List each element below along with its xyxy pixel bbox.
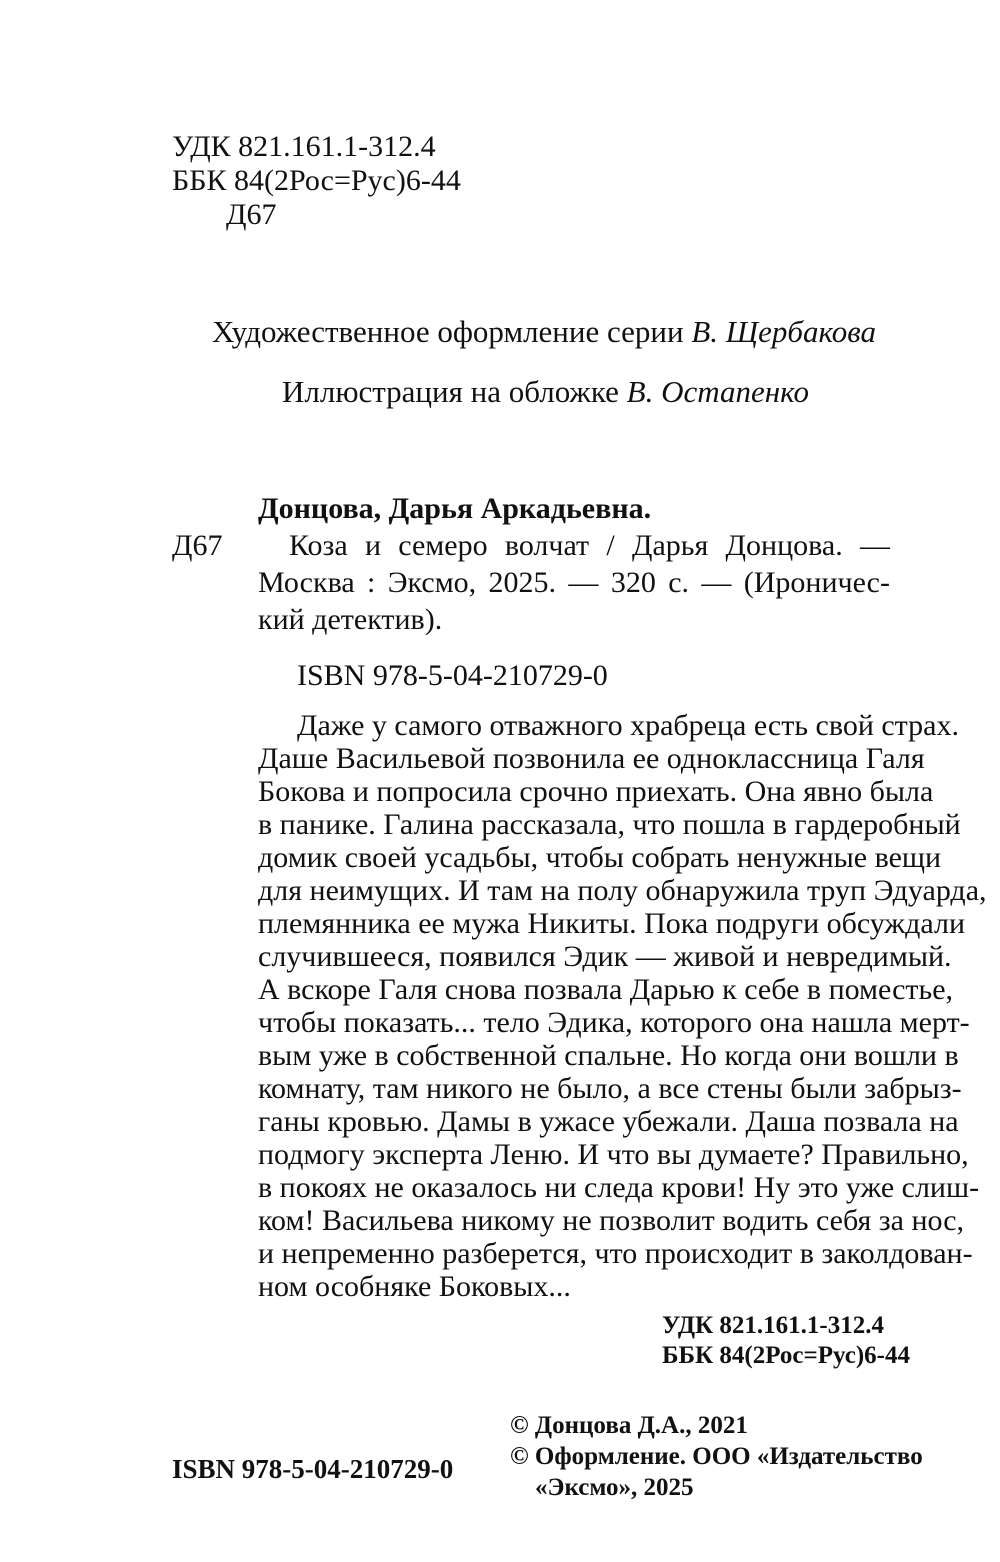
author-heading: Донцова, Дарья Аркадьевна.	[258, 492, 652, 525]
annotation-line: и непременно разберется, что происходит в заколдован-	[258, 1237, 973, 1270]
bottom-bbk-code: ББК 84(2Рос=Рус)6-44	[662, 1342, 910, 1369]
copyright-design: © Оформление. ООО «Издательство	[510, 1443, 923, 1470]
series-design-name: В. Щербакова	[691, 314, 877, 349]
copyright-design-cont: «Эксмо», 2025	[535, 1474, 694, 1501]
annotation-line: подмогу эксперта Леню. И что вы думаете? Правильно,	[258, 1138, 969, 1171]
cover-illustration-credit	[282, 376, 809, 407]
annotation-line: домик своей усадьбы, чтобы собрать ненужные вещи	[258, 841, 942, 874]
annotation-line: Даше Васильевой позвонила ее одноклассница Галя	[258, 742, 925, 775]
annotation-line: в покоях не оказалось ни следа крови! Ну это уже слиш-	[258, 1171, 980, 1204]
series-design-credit	[212, 316, 876, 347]
annotation-line: племянника ее мужа Никиты. Пока подруги обсуждали	[258, 907, 966, 940]
copyright-author: © Донцова Д.А., 2021	[510, 1412, 748, 1439]
annotation-line: для неимущих. И там на полу обнаружила труп Эдуарда,	[258, 874, 987, 907]
annotation-line: комнату, там никого не было, а все стены были забрыз-	[258, 1072, 962, 1105]
cover-illustration-label: Иллюстрация на обложке	[282, 374, 619, 409]
bbk-code: ББК 84(2Рос=Рус)6-44	[172, 164, 461, 197]
annotation-line: ном особняке Боковых...	[258, 1270, 571, 1303]
bottom-isbn: ISBN 978-5-04-210729-0	[172, 1454, 454, 1484]
annotation-line: чтобы показать... тело Эдика, которого она нашла мерт-	[258, 1006, 970, 1039]
annotation-line: ганы кровью. Дамы в ужасе убежали. Даша позвала на	[258, 1105, 959, 1138]
catalog-line-3: кий детектив).	[258, 603, 443, 636]
annotation-line: ком! Васильева никому не позволит водить себя за нос,	[258, 1204, 965, 1237]
bottom-udk-code: УДК 821.161.1-312.4	[662, 1312, 884, 1339]
catalog-line-2: Москва : Эксмо, 2025. — 320 с. — (Ироничес-	[258, 566, 890, 599]
annotation-line: А вскоре Галя снова позвала Дарью к себе в поместье,	[258, 973, 954, 1006]
author-sign: Д67	[226, 198, 277, 231]
annotation-line: Бокова и попросила срочно приехать. Она явно была	[258, 775, 934, 808]
cover-illustration-name: В. Остапенко	[626, 374, 809, 409]
annotation-line: Даже у самого отважного храбреца есть свой страх.	[297, 709, 959, 742]
annotation-line: вым уже в собственной спальне. Но когда они вошли в	[258, 1039, 959, 1072]
catalog-isbn: ISBN 978-5-04-210729-0	[297, 659, 608, 692]
catalog-sign: Д67	[172, 529, 223, 562]
catalog-line-1: Коза и семеро волчат / Дарья Донцова. —	[289, 529, 890, 562]
udk-code: УДК 821.161.1-312.4	[172, 130, 436, 163]
annotation-line: случившееся, появился Эдик — живой и невредимый.	[258, 940, 952, 973]
series-design-label: Художественное оформление серии	[212, 314, 684, 349]
annotation-line: в панике. Галина рассказала, что пошла в гардеробный	[258, 808, 961, 841]
